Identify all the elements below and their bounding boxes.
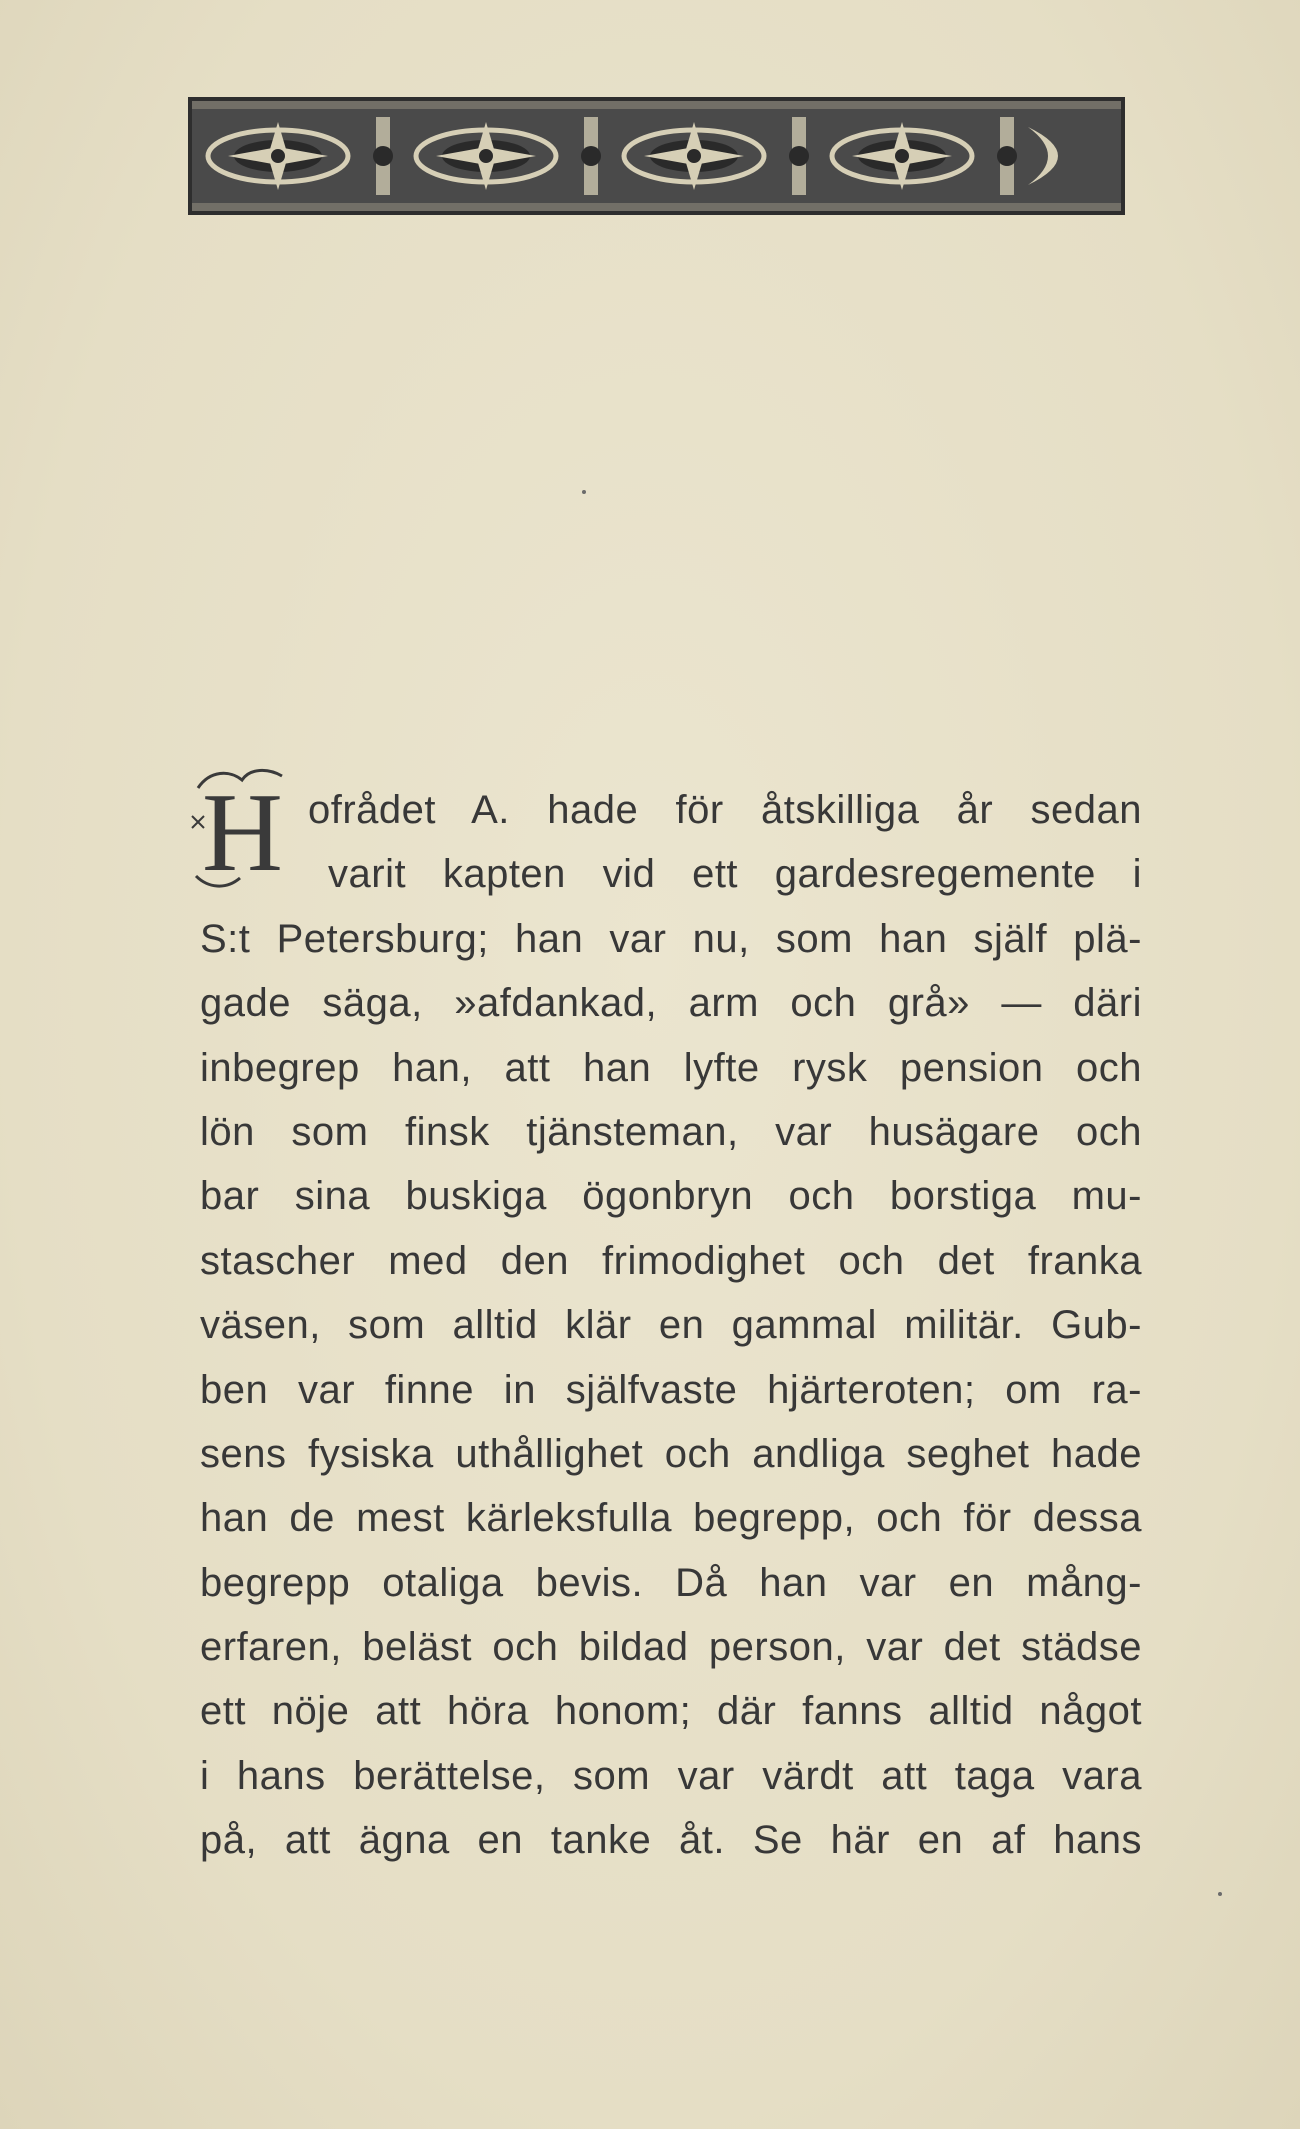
- text-line: på, att ägna en tanke åt. Se här en af hans: [200, 1818, 1142, 1863]
- text-line: bar sina buskiga ögonbryn och borstiga mu-: [200, 1174, 1142, 1219]
- text-line: ben var finne in själfvaste hjärteroten; om ra-: [200, 1367, 1142, 1412]
- text-line: ofrådet A. hade för åtskilliga år sedan: [308, 788, 1142, 832]
- text-line: begrepp otaliga bevis. Då han var en mång-: [200, 1560, 1142, 1605]
- paper-speck: [1218, 1892, 1222, 1896]
- text-line: han de mest kärleksfulla begrepp, och för dessa: [200, 1496, 1142, 1541]
- text-line: inbegrep han, att han lyfte rysk pension och: [200, 1045, 1142, 1090]
- text-line: erfaren, beläst och bildad person, var det städse: [200, 1625, 1142, 1670]
- body-text: [200, 778, 1142, 1873]
- text-line: ett nöje att höra honom; där fanns alltid något: [200, 1689, 1142, 1734]
- ornament-header-band: [188, 97, 1125, 215]
- text-line: S:t Petersburg; han var nu, som han själf plä-: [200, 916, 1142, 961]
- dropcap-letter: H: [202, 771, 283, 895]
- text-line: stascher med den frimodighet och det franka: [200, 1238, 1142, 1283]
- text-line: väsen, som alltid klär en gammal militär. Gub-: [200, 1303, 1142, 1348]
- text-line: sens fysiska uthållighet och andliga seghet hade: [200, 1431, 1142, 1476]
- paper-speck: [582, 490, 586, 494]
- text-line: i hans berättelse, som var värdt att taga vara: [200, 1753, 1142, 1798]
- text-line: lön som finsk tjänsteman, var husägare och: [200, 1109, 1142, 1154]
- text-line: gade säga, »afdankad, arm och grå» — däri: [200, 981, 1142, 1026]
- text-line: varit kapten vid ett gardesregemente i: [328, 852, 1142, 897]
